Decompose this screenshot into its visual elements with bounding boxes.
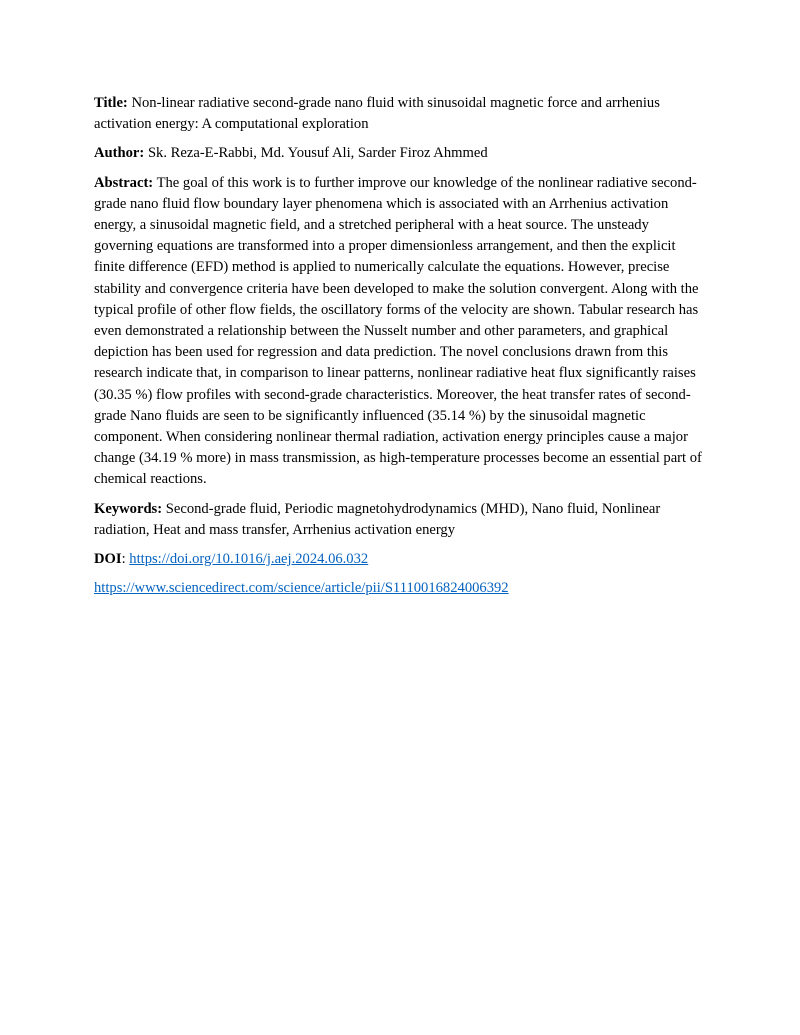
author-paragraph bbox=[94, 143, 706, 164]
document-content bbox=[94, 93, 706, 607]
doi-separator: : bbox=[121, 551, 126, 568]
abstract-paragraph bbox=[94, 173, 706, 491]
sciencedirect-paragraph bbox=[94, 578, 706, 599]
sciencedirect-link[interactable]: https://www.sciencedirect.com/science/article/pii/S1110016824006392 bbox=[94, 580, 509, 597]
keywords-text: Second-grade fluid, Periodic magnetohydrodynamics (MHD), Nano fluid, Nonlinear radiation, Heat and mass transfer, Arrhenius activation energy bbox=[94, 500, 661, 538]
author-text: Sk. Reza-E-Rabbi, Md. Yousuf Ali, Sarder Firoz Ahmmed bbox=[147, 145, 488, 162]
author-label: Author: bbox=[94, 145, 145, 162]
doi-paragraph bbox=[94, 549, 706, 570]
title-text: Non-linear radiative second-grade nano fluid with sinusoidal magnetic force and arrhenius activation energy: A computational exploration bbox=[94, 95, 660, 133]
keywords-label: Keywords: bbox=[94, 500, 163, 517]
doi-label: DOI bbox=[94, 551, 122, 568]
title-label: Title: bbox=[94, 95, 128, 111]
title-paragraph bbox=[94, 93, 706, 135]
abstract-text: The goal of this work is to further improve our knowledge of the nonlinear radiative second-grade nano fluid flow boundary layer phenomena which is associated with an Arrhenius activation energy, a sinusoidal magnetic field, and a stretched peripheral with a heat source. The unsteady governing equations are transformed into a proper dimensionless arrangement, and then the explicit finite difference (EFD) method is applied to numerically calculate the equations. However, precise stability and convergence criteria have been developed to make the solution convergent. Along with the typical profile of other flow fields, the oscillatory forms of the velocity are shown. Tabular research has even demonstrated a relationship between the Nusselt number and other parameters, and graphical depiction has been used for regression and data prediction. The novel conclusions drawn from this research indicate that, in comparison to linear patterns, nonlinear radiative heat flux significantly raises (30.35 %) flow profiles with second-grade characteristics. Moreover, the heat transfer rates of second-grade Nano fluids are seen to be significantly influenced (35.14 %) by the sinusoidal magnetic component. When considering nonlinear thermal radiation, activation energy principles cause a major change (34.19 % more) in mass transmission, as high-temperature processes become an essential part of chemical reactions. bbox=[94, 174, 702, 488]
doi-link[interactable]: https://doi.org/10.1016/j.aej.2024.06.032 bbox=[129, 551, 369, 568]
keywords-paragraph bbox=[94, 499, 706, 541]
abstract-label: Abstract: bbox=[94, 174, 154, 191]
